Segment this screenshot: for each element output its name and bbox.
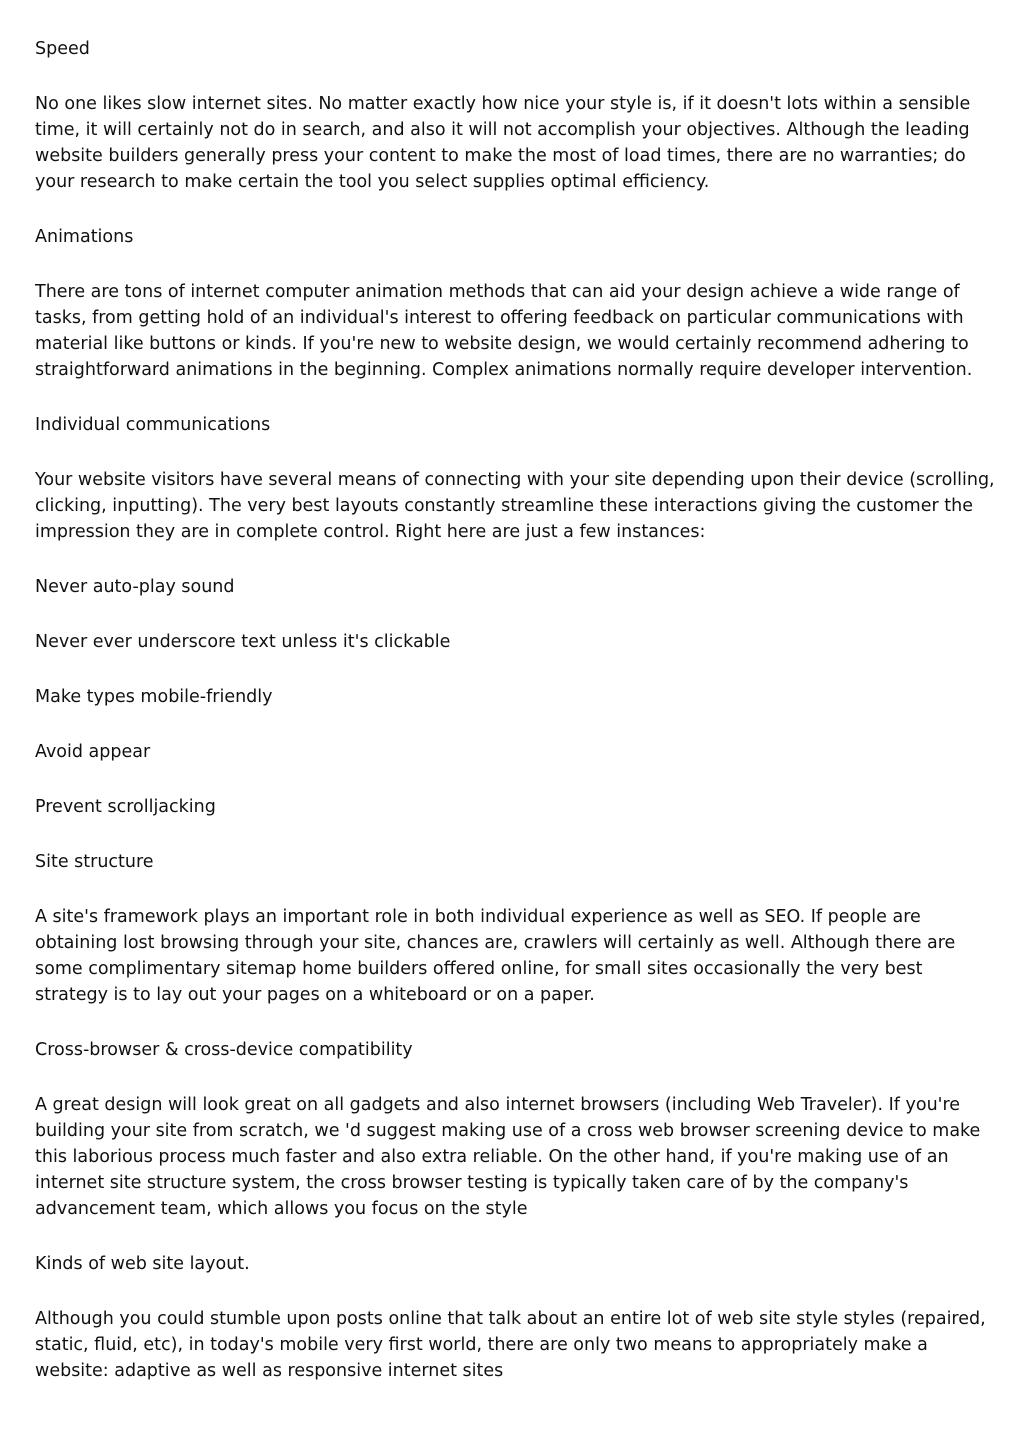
paragraph-animations: There are tons of internet computer animation methods that can aid your design achieve a wide range of tasks, from getting hold of an individual's interest to offering feedback on particular communications with material like buttons or kinds. If you're new to website design, we would certainly recommend adhering to straightforward animations in the beginning. Complex animations normally require developer intervention. xyxy=(35,282,973,380)
paragraph-individual-communications: Your website visitors have several means of connecting with your site depending upon their device (scrolling, clicking, inputting). The very best layouts constantly streamline these interactions giving the customer the impression they are in complete control. Right here are just a few instances: xyxy=(35,470,995,542)
section-heading-layout-kinds: Kinds of web site layout. xyxy=(35,1254,250,1274)
section-heading-animations: Animations xyxy=(35,227,134,247)
list-item-text: Never ever underscore text unless it's clickable xyxy=(35,632,451,652)
paragraph-compatibility: A great design will look great on all gadgets and also internet browsers (including Web Traveler). If you're building your site from scratch, we 'd suggest making use of a cross web browser screening device to make this laborious process much faster and also extra reliable. On the other hand, if you're making use of an internet site structure system, the cross browser testing is typically taken care of by the company's advancement team, which allows you focus on the style xyxy=(35,1095,981,1219)
section-heading-speed: Speed xyxy=(35,39,90,59)
section-heading-compatibility: Cross-browser & cross-device compatibility xyxy=(35,1040,413,1060)
paragraph-site-structure: A site's framework plays an important role in both individual experience as well as SEO. If people are obtaining lost browsing through your site, chances are, crawlers will certainly as well. Although there are some complimentary sitemap home builders offered online, for small sites occasionally the very best strategy is to lay out your pages on a whiteboard or on a paper. xyxy=(35,907,956,1005)
paragraph-speed: No one likes slow internet sites. No matter exactly how nice your style is, if it doesn't lots within a sensible time, it will certainly not do in search, and also it will not accomplish your objectives. Although the leading website builders generally press your content to make the most of load times, there are no warranties; do your research to make certain the tool you select supplies optimal efficiency. xyxy=(35,94,971,192)
paragraph-layout-kinds: Although you could stumble upon posts online that talk about an entire lot of web site style styles (repaired, static, fluid, etc), in today's mobile very first world, there are only two means to appropriately make a website: adaptive as well as responsive internet sites xyxy=(35,1309,986,1381)
document-body xyxy=(35,36,995,1413)
list-item-text: Prevent scrolljacking xyxy=(35,797,216,817)
list-item-text: Make types mobile-friendly xyxy=(35,687,273,707)
section-heading-site-structure: Site structure xyxy=(35,852,154,872)
section-heading-individual-communications: Individual communications xyxy=(35,415,271,435)
list-item-text: Never auto-play sound xyxy=(35,577,235,597)
list-item-text: Avoid appear xyxy=(35,742,151,762)
